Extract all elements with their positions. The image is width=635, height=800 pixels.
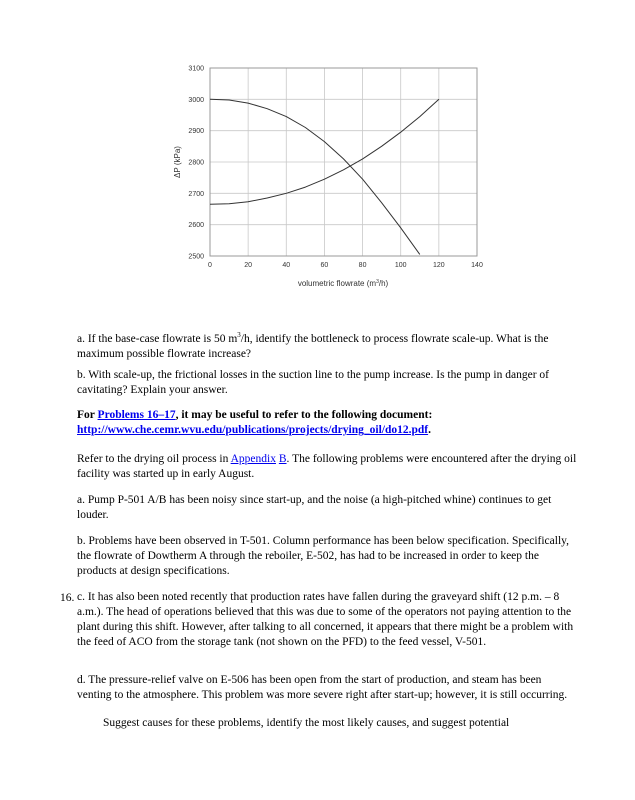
x-tick-label: 100 xyxy=(394,262,407,269)
question-a: a. If the base-case flowrate is 50 $m^3/h$, identify the bottleneck to process flowrate scale-up. What is the maximum possible flowrate increase? xyxy=(77,331,549,360)
appendix-link[interactable]: Appendix xyxy=(230,453,276,465)
pump-system-chart xyxy=(160,58,490,293)
reference-note: For Problems 16–17, it may be useful to refer to the following document: http://www.che.cemr.wvu.edu/publications/projects/drying_oil/do12.pdf. xyxy=(77,409,433,436)
x-tick-label: 120 xyxy=(433,262,445,269)
x-tick-label: 20 xyxy=(244,262,253,269)
y-tick-label: 2600 xyxy=(188,222,204,230)
y-axis-label: ΔP (kPa) xyxy=(173,146,182,178)
document-url-link[interactable]: http://www.che.cemr.wvu.edu/publications/projects/drying_oil/do12.pdf xyxy=(77,424,429,436)
appendix-b-link[interactable]: B xyxy=(278,453,287,465)
problem-16b: b. Problems have been observed in T-501. Column performance has been below specification. Specifically, the flowrate of Dowtherm A through the reboiler, E-502, has had to be increased in order to keep the products at design specifications. xyxy=(77,535,570,577)
x-tick-label: 60 xyxy=(320,262,329,269)
x-tick-label: 40 xyxy=(282,262,291,269)
x-tick-label: 80 xyxy=(358,262,367,269)
problem-16c: c. It has also been noted recently that production rates have fallen during the graveyard shift (12 p.m. – 8 a.m.). The head of operations believed that this was due to some of the operators not paying attention to the plant during this shift. However, after talking to all concerned, it appears that there might be a problem with the feed of ACO from the storage tank (not shown on the PFD) to the feed vessel, V-501. xyxy=(77,591,574,648)
intro-paragraph: Refer to the drying oil process in Appendix B. The following problems were encountered after the drying oil facility was started up in early August. xyxy=(77,453,577,480)
y-tick-label: 2700 xyxy=(188,190,204,198)
problem-16a: a. Pump P-501 A/B has been noisy since start-up, and the noise (a high-pitched whine) continues to get louder. xyxy=(77,494,552,521)
problem-16-instruction: Suggest causes for these problems, identify the most likely causes, and suggest potential xyxy=(103,717,510,729)
y-tick-label: 2800 xyxy=(188,159,204,167)
y-tick-label: 2500 xyxy=(188,253,204,261)
x-axis-ticks xyxy=(208,262,483,269)
question-b: b. With scale-up, the frictional losses in the suction line to the pump increase. Is the pump in danger of cavitating? Explain your answer. xyxy=(77,369,549,396)
y-tick-label: 3000 xyxy=(188,96,204,104)
y-tick-label: 2900 xyxy=(188,128,204,136)
problems-link[interactable]: Problems 16–17 xyxy=(97,409,176,421)
y-tick-label: 3100 xyxy=(188,65,204,73)
x-tick-label: 140 xyxy=(471,262,483,269)
problem-16d: d. The pressure-relief valve on E-506 has been open from the start of production, and steam has been venting to the atmosphere. This problem was more severe right after start-up; however, it is still occurring. xyxy=(77,674,568,701)
pump-curve-line xyxy=(210,99,420,254)
problem-number: 16. xyxy=(60,592,75,604)
chart-gridlines xyxy=(210,68,477,256)
x-tick-label: 0 xyxy=(208,262,212,269)
y-axis-ticks xyxy=(188,66,204,261)
x-axis-label: volumetric flowrate $(m^3/h)$ xyxy=(297,279,389,288)
